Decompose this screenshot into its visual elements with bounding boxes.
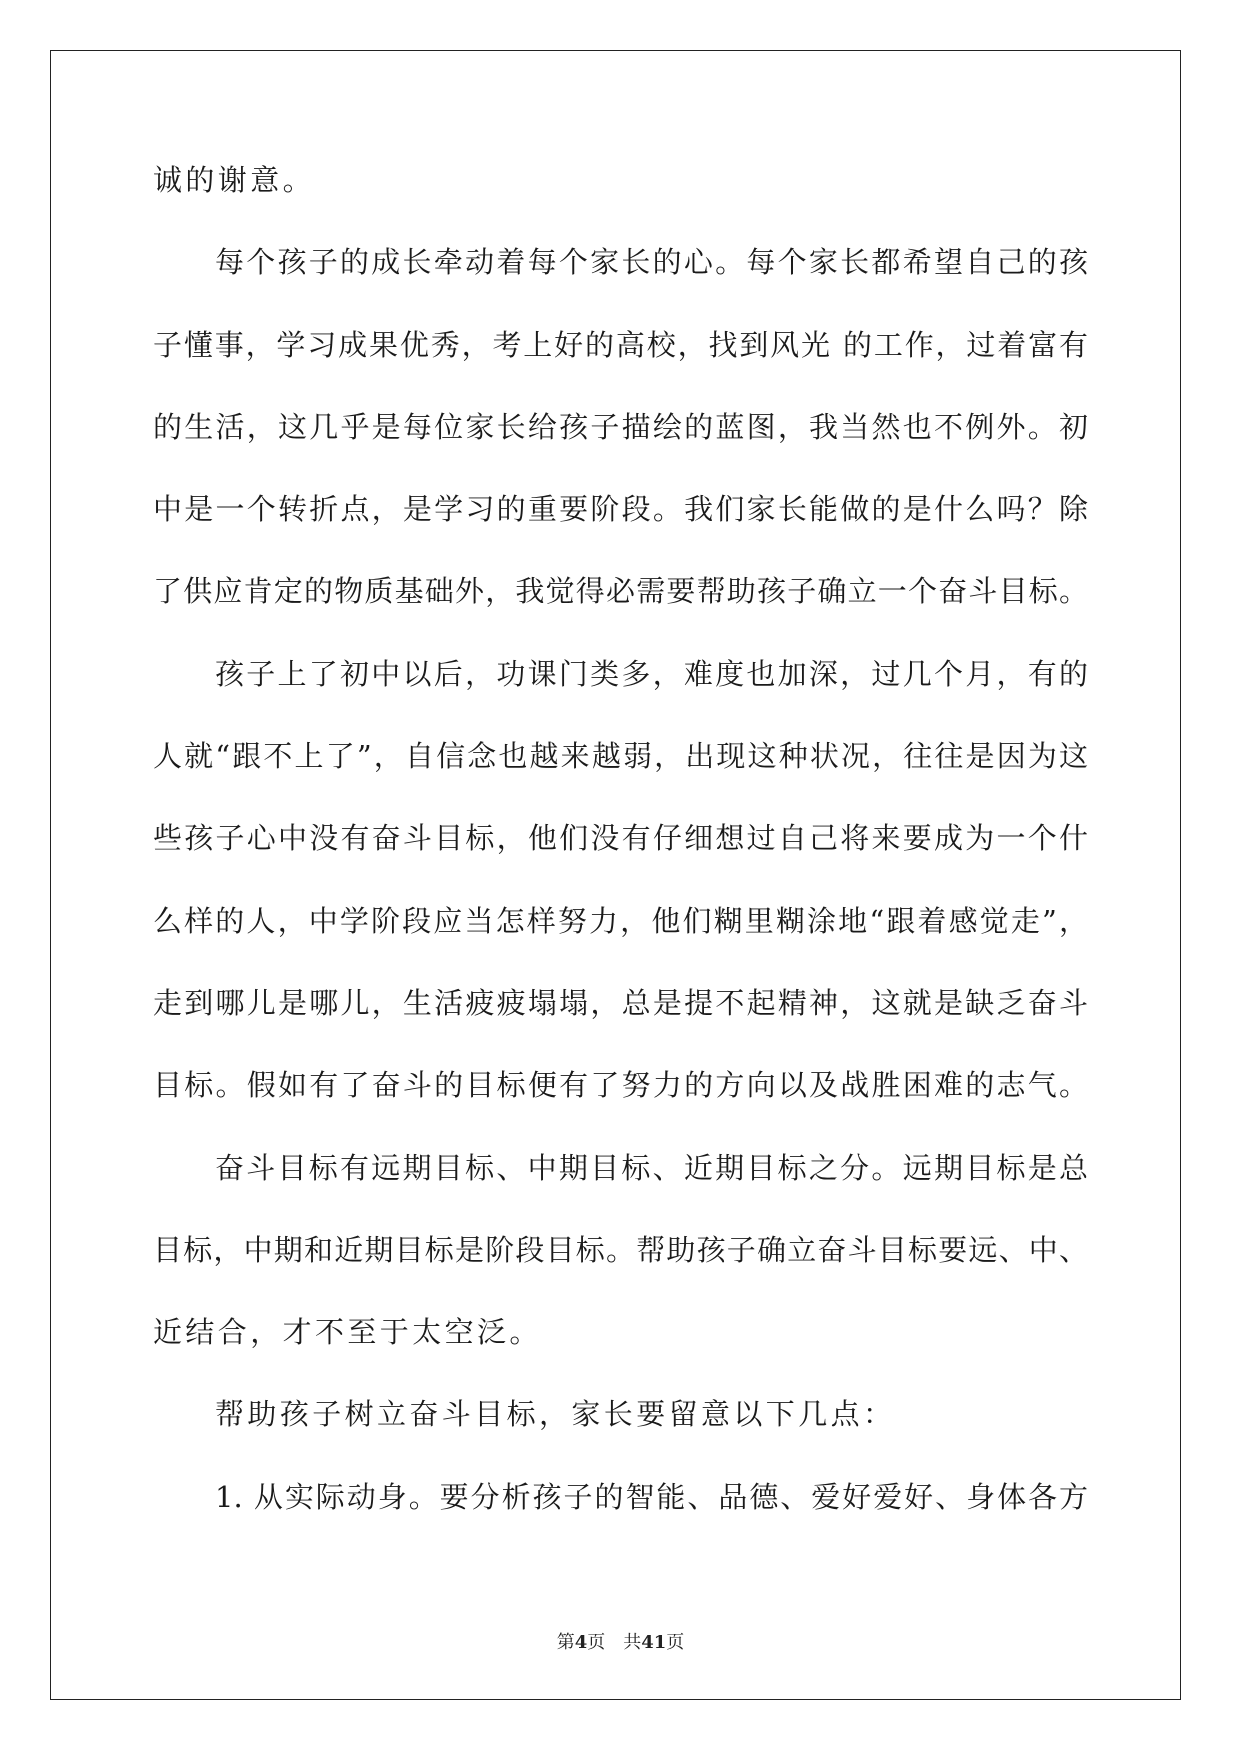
text-line: 了供应肯定的物质基础外，我觉得必需要帮助孩子确立一个奋斗目标。 bbox=[153, 574, 1088, 609]
text-line: 走到哪儿是哪儿，生活疲疲塌塌，总是提不起精神，这就是缺乏奋斗 bbox=[153, 985, 1088, 1020]
text-line: 奋斗目标有远期目标、中期目标、近期目标之分。远期目标是总 bbox=[215, 1150, 1088, 1185]
text-line: 的生活，这几乎是每位家长给孩子描绘的蓝图，我当然也不例外。初 bbox=[153, 409, 1088, 444]
text-line: 些孩子心中没有奋斗目标，他们没有仔细想过自己将来要成为一个什 bbox=[153, 821, 1088, 856]
text-line: 中是一个转折点，是学习的重要阶段。我们家长能做的是什么吗？除 bbox=[153, 492, 1088, 527]
total-prefix: 共 bbox=[623, 1632, 642, 1653]
text-line: 帮助孩子树立奋斗目标，家长要留意以下几点： bbox=[215, 1397, 896, 1432]
text-line: 目标。假如有了奋斗的目标便有了努力的方向以及战胜困难的志气。 bbox=[153, 1068, 1088, 1103]
page-suffix: 页 bbox=[587, 1632, 606, 1653]
text-line: 近结合，才不至于太空泛。 bbox=[153, 1315, 542, 1350]
text-line: 人就“跟不上了”，自信念也越来越弱，出现这种状况，往往是因为这 bbox=[153, 739, 1088, 774]
document-body bbox=[153, 160, 1088, 1559]
text-line: 目标，中期和近期目标是阶段目标。帮助孩子确立奋斗目标要远、中、 bbox=[153, 1232, 1088, 1267]
page-footer bbox=[0, 1628, 1241, 1654]
page-prefix: 第 bbox=[556, 1632, 575, 1653]
total-pages: 41 bbox=[641, 1632, 667, 1653]
text-line: 1. 从实际动身。要分析孩子的智能、品德、爱好爱好、身体各方 bbox=[215, 1479, 1088, 1514]
text-line: 每个孩子的成长牵动着每个家长的心。每个家长都希望自己的孩 bbox=[215, 245, 1088, 280]
text-line: 诚的谢意。 bbox=[153, 163, 316, 197]
text-line: 子懂事，学习成果优秀，考上好的高校，找到风光 的工作，过着富有 bbox=[153, 327, 1088, 362]
total-suffix: 页 bbox=[666, 1632, 685, 1653]
text-line: 孩子上了初中以后，功课门类多，难度也加深，过几个月，有的 bbox=[215, 656, 1088, 691]
page-number: 4 bbox=[574, 1632, 588, 1653]
text-line: 么样的人，中学阶段应当怎样努力，他们糊里糊涂地“跟着感觉走”， bbox=[153, 903, 1088, 938]
